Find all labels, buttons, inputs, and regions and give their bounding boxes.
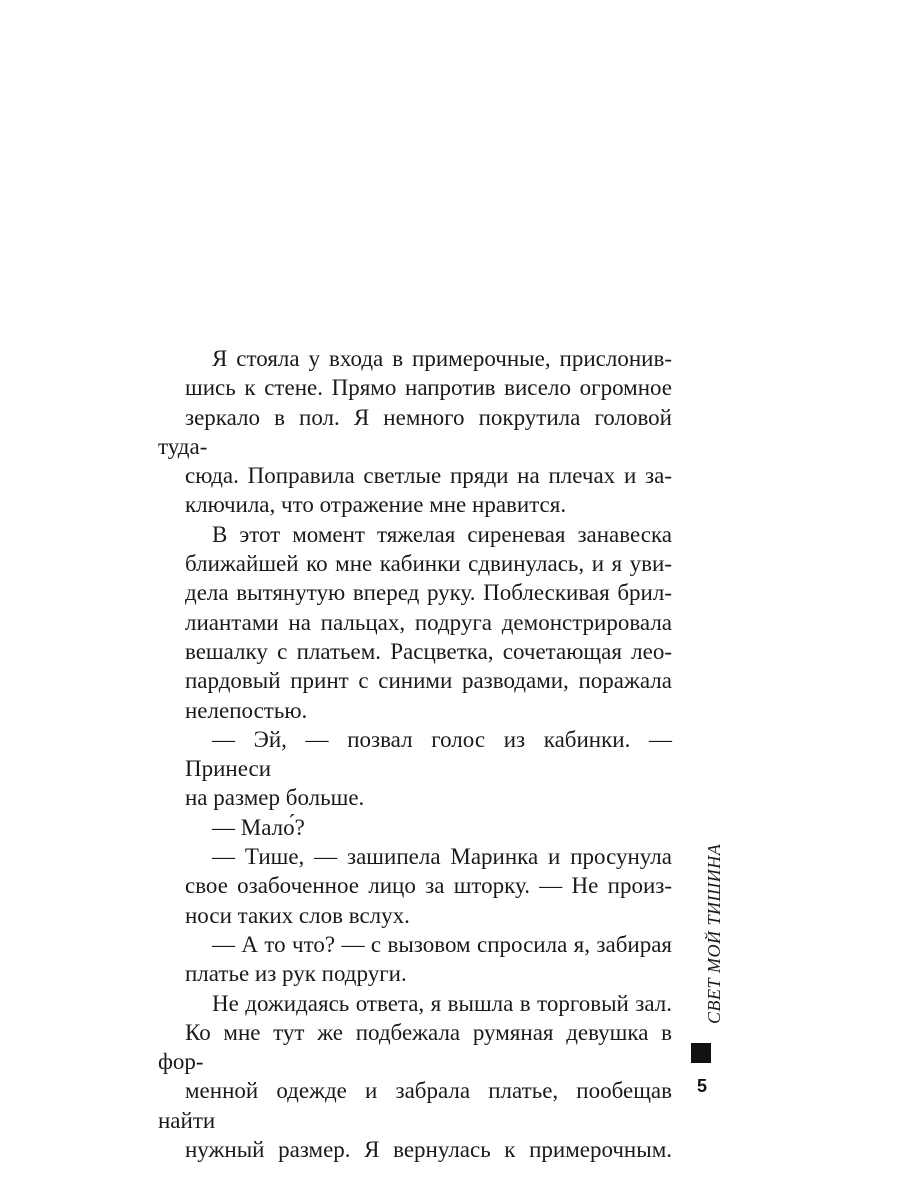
text-line: — А то что? — с вызовом спросила я, забирая <box>212 931 672 957</box>
running-head <box>684 843 724 1034</box>
text-line: на размер больше. <box>185 785 365 811</box>
text-line: ближайшей ко мне кабинки сдвинулась, и я уви- <box>185 551 672 577</box>
text-line: свое озабоченное лицо за шторку. — Не произ- <box>185 873 672 899</box>
text-line: пардовый принт с синими разводами, поражала <box>185 668 672 694</box>
page-number: 5 <box>696 1076 707 1096</box>
text-line: Я стояла у входа в примерочные, прислонив- <box>212 346 672 371</box>
paragraph-5 <box>158 842 672 930</box>
text-line: сюда. Поправила светлые пряди на плечах и за- <box>185 463 672 489</box>
text-line: лиантами на пальцах, подруга демонстрировала <box>185 609 672 635</box>
text-line: нелепостью. <box>185 697 308 723</box>
text-line: дела вытянутую вперед руку. Поблескивая брил- <box>185 580 672 606</box>
paragraph-3 <box>158 725 672 813</box>
paragraph-7 <box>158 989 672 1165</box>
body-text <box>158 344 672 1164</box>
text-line: — Эй, — позвал голос из кабинки. — Принеси <box>185 726 672 782</box>
paragraph-1 <box>158 344 672 520</box>
paragraph-4 <box>158 813 672 842</box>
text-line: — Мало́? <box>212 814 305 840</box>
text-line: вешалку с платьем. Расцветка, сочетающая лео- <box>185 638 672 664</box>
text-line: носи таких слов вслух. <box>185 902 410 928</box>
text-line: ключила, что отражение мне нравится. <box>185 492 567 518</box>
text-line: менной одежде и забрала платье, пообещав найти <box>158 1078 672 1133</box>
running-title: СВЕТ МОЙ ТИШИНА <box>704 843 724 1024</box>
text-line: Не дожидаясь ответа, я вышла в торговый зал. <box>212 990 672 1016</box>
section-marker <box>691 1043 711 1063</box>
text-line: платье из рук подруги. <box>185 961 407 987</box>
text-line: — Тише, — зашипела Маринка и просунула <box>212 844 672 870</box>
text-line: В этот момент тяжелая сиреневая занавеска <box>212 521 672 547</box>
paragraph-2 <box>158 520 672 725</box>
text-line: нужный размер. Я вернулась к примерочным. <box>185 1137 672 1163</box>
paragraph-6 <box>158 930 672 989</box>
text-line: шись к стене. Прямо напротив висело огромное <box>185 375 672 401</box>
text-line: зеркало в пол. Я немного покрутила головой туда- <box>158 404 672 459</box>
text-line: Ко мне тут же подбежала румяная девушка в фор- <box>158 1019 672 1075</box>
